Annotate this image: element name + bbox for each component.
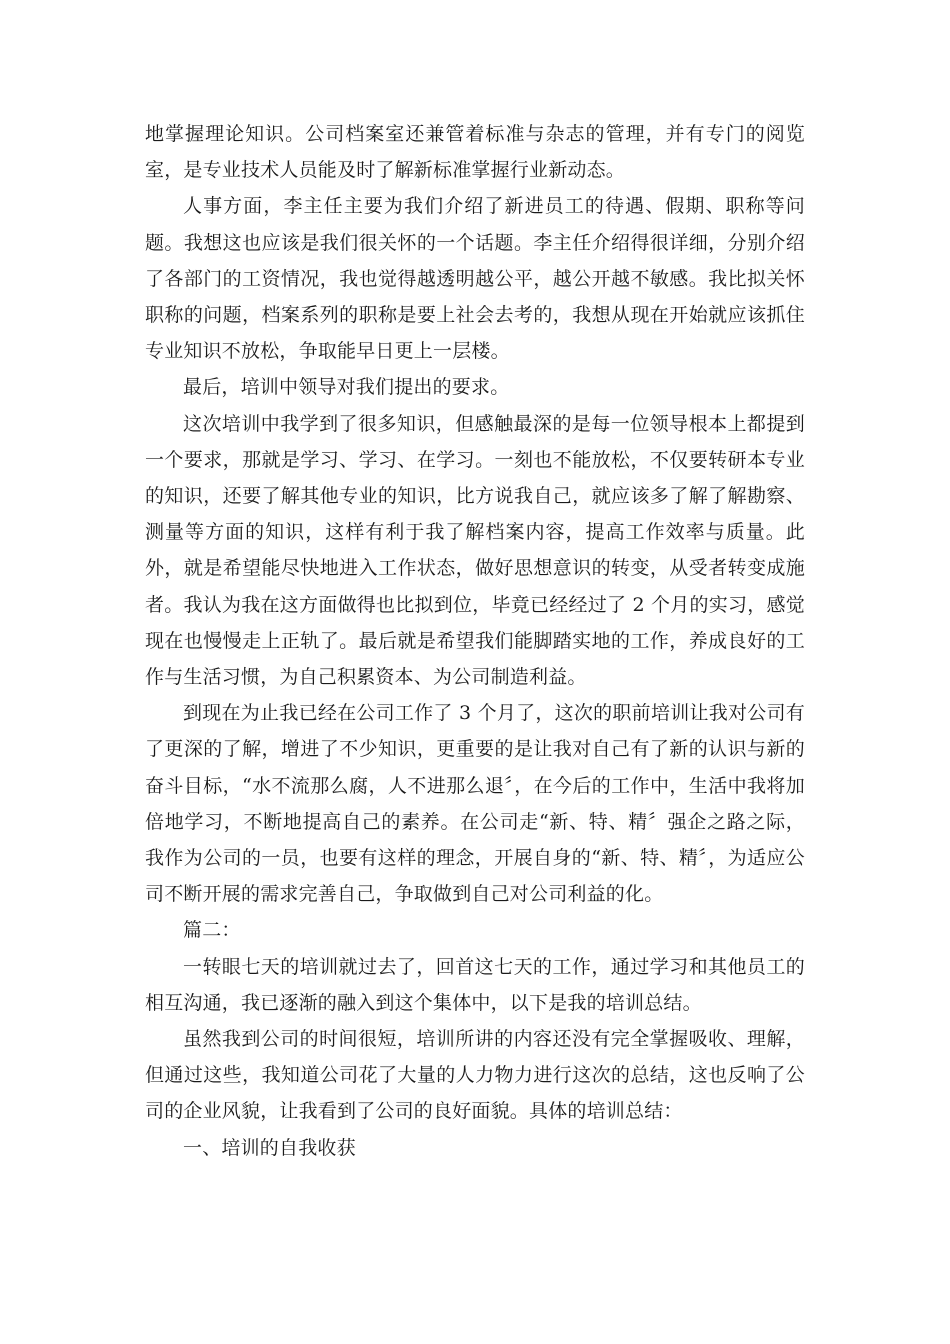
paragraph-personnel: 人事方面，李主任主要为我们介绍了新进员工的待遇、假期、职称等问题。我想这也应该是我们很关怀的一个话题。李主任介绍得很详细，分别介绍了各部门的工资情况，我也觉得越透明越公平，越公开越不敏感。我比拟关怀职称的问题，档案系列的职称是要上社会去考的，我想从现在开始就应该抓住专业知识不放松，争取能早日更上一层楼。 bbox=[145, 195, 805, 363]
document-page bbox=[145, 116, 805, 1166]
paragraph-seven-days: 一转眼七天的培训就过去了，回首这七天的工作，通过学习和其他员工的相互沟通，我已逐渐的融入到这个集体中，以下是我的培训总结。 bbox=[145, 955, 805, 1014]
paragraph-conclusion: 到现在为止我已经在公司工作了 3 个月了，这次的职前培训让我对公司有了更深的了解，增进了不少知识，更重要的是让我对自己有了新的认识与新的奋斗目标，“水不流那么腐，人不进那么退〞，在今后的工作中，生活中我将加倍地学习，不断地提高自己的素养。在公司走“新、特、精〞强企之路之际，我作为公司的一员，也要有这样的理念，开展自身的“新、特、精〞，为适应公司不断开展的需求完善自己，争取做到自己对公司利益的化。 bbox=[145, 702, 805, 906]
paragraph-learning: 这次培训中我学到了很多知识，但感触最深的是每一位领导根本上都提到一个要求，那就是学习、学习、在学习。一刻也不能放松，不仅要转研本专业的知识，还要了解其他专业的知识，比方说我自己，就应该多了解了解勘察、测量等方面的知识，这样有利于我了解档案内容，提高工作效率与质量。此外，就是希望能尽快地进入工作状态，做好思想意识的转变，从受者转变成施者。我认为我在这方面做得也比拟到位，毕竟已经经过了 2 个月的实习，感觉现在也慢慢走上正轨了。最后就是希望我们能脚踏实地的工作，养成良好的工作与生活习惯，为自己积累资本、为公司制造利益。 bbox=[145, 412, 805, 689]
paragraph-company-effort: 虽然我到公司的时间很短，培训所讲的内容还没有完全掌握吸收、理解，但通过这些，我知道公司花了大量的人力物力进行这次的总结，这也反响了公司的企业风貌，让我看到了公司的良好面貌。具体的培训总结： bbox=[145, 1028, 805, 1123]
paragraph-knowledge: 地掌握理论知识。公司档案室还兼管着标准与杂志的管理，并有专门的阅览室，是专业技术人员能及时了解新标准掌握行业新动态。 bbox=[145, 123, 805, 182]
section-heading-part-two: 篇二： bbox=[183, 919, 241, 942]
section-heading-self-gains: 一、培训的自我收获 bbox=[183, 1136, 356, 1159]
paragraph-requirements-intro: 最后，培训中领导对我们提出的要求。 bbox=[183, 376, 510, 399]
